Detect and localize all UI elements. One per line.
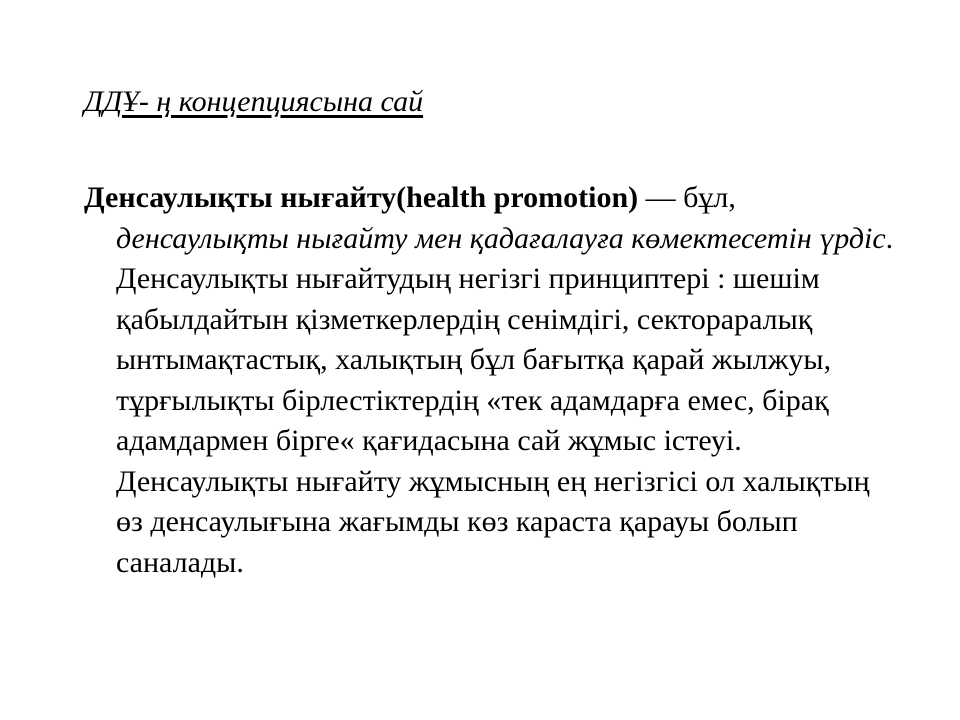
term-dash: — бұл, bbox=[638, 181, 736, 214]
slide-title: ДДҰ- ң концепциясына сай bbox=[84, 85, 424, 118]
principles-text: . Денсаулықты нығайтудың негізгі принциптері : шешім қабылдайтын қізметкерлердің сенімдігі, сектораралық ынтымақтастық, халықтың бұл бағытқа қарай жылжуы, тұрғылықты бірлестіктердің «тек адамдарға емес, бірақ адамдармен бірге« қағидасына сай жұмыс істеуі. Денсаулықты нығайту жұмысның ең негізгісі ол халықтың өз денсаулығына жағымды көз караста қарауы болып саналады. bbox=[116, 221, 894, 579]
body-paragraph bbox=[84, 178, 904, 583]
definition-text: денсаулықты нығайту мен қадағалауға көмектесетін үрдіс bbox=[116, 221, 886, 255]
term-health-promotion: Денсаулықты нығайту(health promotion) bbox=[84, 181, 639, 214]
slide-body bbox=[84, 178, 904, 583]
